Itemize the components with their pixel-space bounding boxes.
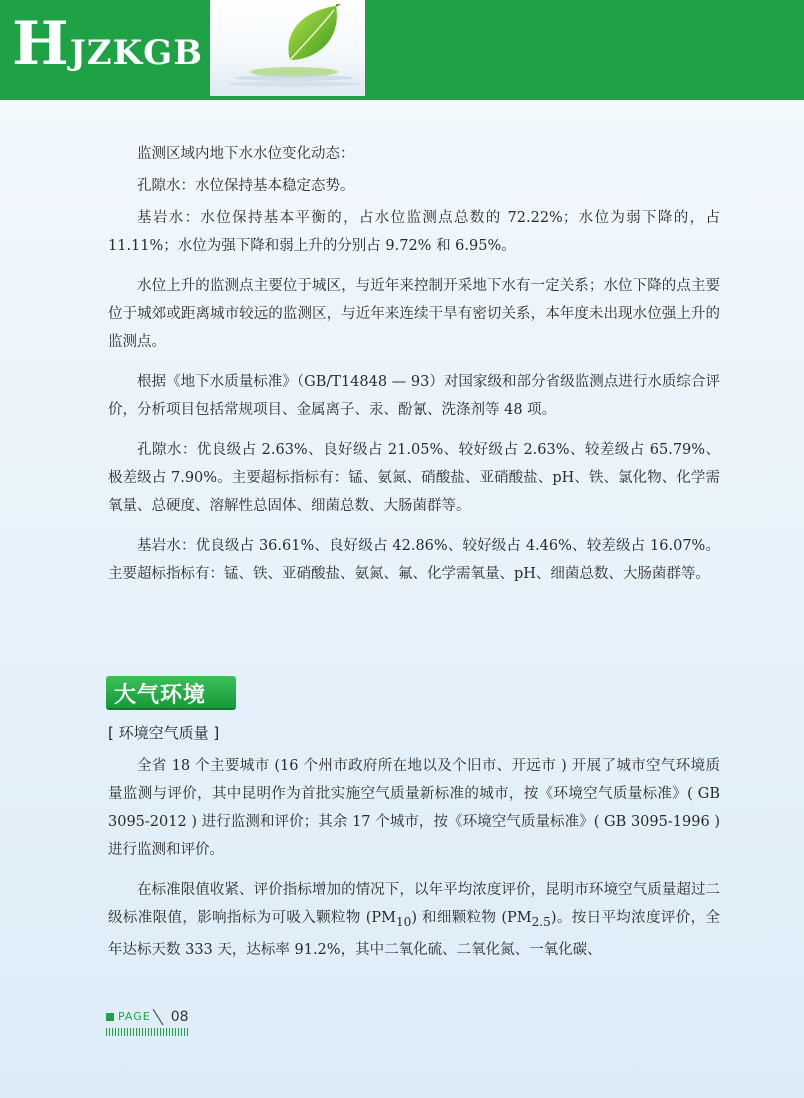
- header-green-right: [365, 0, 804, 96]
- section-title-badge: [106, 676, 236, 708]
- header-banner: [0, 0, 804, 100]
- logo: HJZKGB: [12, 9, 203, 79]
- paragraph-2: 基岩水：水位保持基本平衡的，占水位监测点总数的 72.22%；水位为弱下降的，占 11.11%；水位为强下降和弱上升的分别占 9.72% 和 6.95%。: [108, 210, 720, 254]
- square-icon: [106, 1013, 114, 1021]
- page-number: 08: [170, 1008, 189, 1025]
- air-paragraph-0: 全省 18 个主要城市 (16 个州市政府所在地以及个旧市、开远市 ) 开展了城市空气环境质量监测与评价，其中昆明作为首批实施空气质量新标准的城市，按《环境空气质量标准》( GB 3095-2012 ) 进行监测和评价；其余 17 个城市，按《环境空气质量标准》( GB 3095-1996 ) 进行监测和评价。: [108, 758, 720, 858]
- page-footer: [106, 1006, 189, 1025]
- paragraph-5: 孔隙水：优良级占 2.63%、良好级占 21.05%、较好级占 2.63%、较差级占 65.79%、极差级占 7.90%。主要超标指标有：锰、氨氮、硝酸盐、亚硝酸盐、pH、铁、氯化物、化学需氧量、总硬度、溶解性总固体、细菌总数、大肠菌群等。: [108, 442, 720, 514]
- air-paragraph-1: 在标准限值收紧、评价指标增加的情况下，以年平均浓度评价，昆明市环境空气质量超过二级标准限值，影响指标为可吸入颗粒物 $(PM_{10})$ 和细颗粒物 $(PM_{2.5})$。按日平均浓度评价，全年达标天数 333 天，达标率 91.2%，其中二氧化硫、二氧化氮、一氧化碳、: [108, 882, 721, 958]
- slash-icon: [151, 1009, 165, 1025]
- paragraph-1: 孔隙水：水位保持基本稳定态势。: [137, 178, 355, 194]
- page-label: PAGE: [118, 1010, 151, 1023]
- paragraph-0: 监测区域内地下水水位变化动态：: [137, 146, 355, 162]
- air-quality-text: [108, 752, 720, 976]
- subheading: [ 环境空气质量 ]: [108, 724, 220, 742]
- header-stripe: [0, 96, 804, 100]
- paragraph-3: 水位上升的监测点主要位于城区，与近年来控制开采地下水有一定关系；水位下降的点主要位于城郊或距离城市较远的监测区，与近年来连续干旱有密切关系，本年度未出现水位强上升的监测点。: [108, 278, 720, 350]
- section-title: 大气环境: [114, 683, 207, 708]
- paragraph-4: 根据《地下水质量标准》（GB/T14848 — 93）对国家级和部分省级监测点进行水质综合评价，分析项目包括常规项目、金属离子、汞、酚氰、洗涤剂等 48 项。: [108, 374, 720, 418]
- water-reflection: [224, 62, 362, 92]
- groundwater-text: [108, 140, 720, 600]
- paragraph-6: 基岩水：优良级占 36.61%、良好级占 42.86%、较好级占 4.46%、较差级占 16.07%。主要超标指标有：锰、铁、亚硝酸盐、氨氮、氟、化学需氧量、pH、细菌总数、大肠菌群等。: [108, 538, 720, 582]
- barcode-decoration: [106, 1028, 188, 1036]
